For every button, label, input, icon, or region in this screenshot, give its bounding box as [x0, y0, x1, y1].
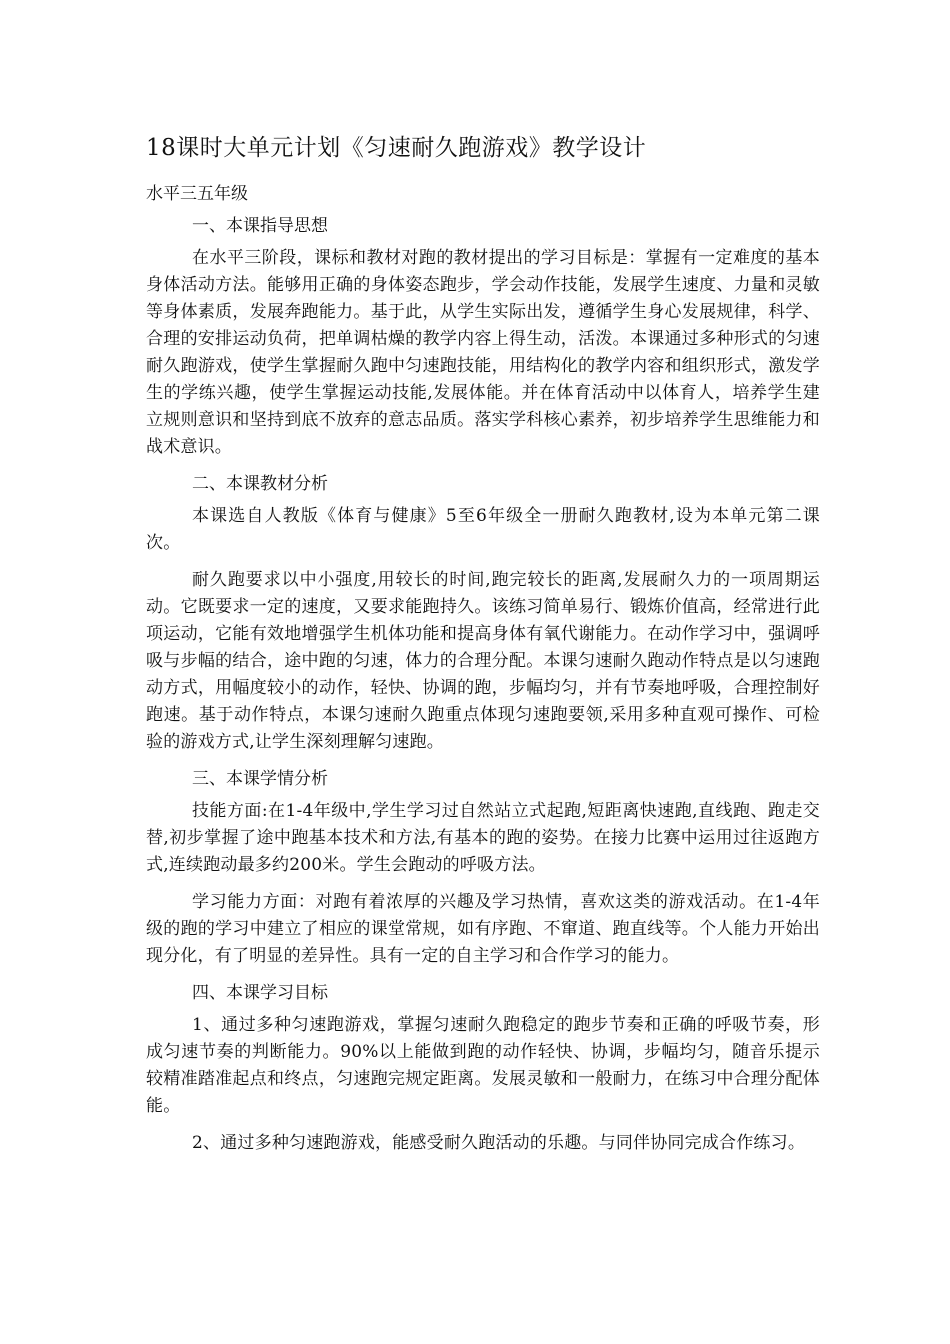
paragraph: 耐久跑要求以中小强度,用较长的时间,跑完较长的距离,发展耐久力的一项周期运动。它既要求一定的速度，又要求能跑持久。该练习简单易行、锻炼价值高，经常进行此项运动，它能有效地增强学生机体功能和提高身体有氧代谢能力。在动作学习中，强调呼吸与步幅的结合，途中跑的匀速，体力的合理分配。本课匀速耐久跑动作特点是以匀速跑动方式，用幅度较小的动作，轻快、协调的跑，步幅均匀，并有节奏地呼吸，合理控制好跑速。基于动作特点，本课匀速耐久跑重点体现匀速跑要领,采用多种直观可操作、可检验的游戏方式,让学生深刻理解匀速跑。	[146, 570, 820, 752]
document-title: 18课时大单元计划《匀速耐久跑游戏》教学设计	[146, 135, 647, 161]
section-student-analysis	[146, 766, 820, 970]
section-material-analysis	[146, 471, 820, 756]
section-heading: 一、本课指导思想	[192, 216, 328, 236]
section-heading: 二、本课教材分析	[192, 474, 328, 494]
paragraph: 技能方面:在1-4年级中,学生学习过自然站立式起跑,短距离快速跑,直线跑、跑走交替,初步掌握了途中跑基本技术和方法,有基本的跑的姿势。在接力比赛中运用过往返跑方式,连续跑动最多约200米。学生会跑动的呼吸方法。	[146, 801, 820, 875]
paragraph: 1、通过多种匀速跑游戏，掌握匀速耐久跑稳定的跑步节奏和正确的呼吸节奏，形成匀速节奏的判断能力。90%以上能做到跑的动作轻快、协调，步幅均匀，随音乐提示较精准踏准起点和终点，匀速跑完规定距离。发展灵敏和一般耐力，在练习中合理分配体能。	[146, 1015, 820, 1116]
section-heading: 四、本课学习目标	[192, 983, 328, 1003]
section-heading: 三、本课学情分析	[192, 769, 328, 789]
section-learning-objectives	[146, 980, 820, 1157]
paragraph: 本课选自人教版《体育与健康》5至6年级全一册耐久跑教材,设为本单元第二课次。	[146, 506, 820, 553]
section-guiding-ideology	[146, 213, 820, 461]
paragraph: 在水平三阶段，课标和教材对跑的教材提出的学习目标是：掌握有一定难度的基本身体活动方法。能够用正确的身体姿态跑步，学会动作技能，发展学生速度、力量和灵敏等身体素质，发展奔跑能力。基于此，从学生实际出发，遵循学生身心发展规律，科学、合理的安排运动负荷，把单调枯燥的教学内容上得生动，活泼。本课通过多种形式的匀速耐久跑游戏，使学生掌握耐久跑中匀速跑技能，用结构化的教学内容和组织形式，激发学生的学练兴趣，使学生掌握运动技能,发展体能。并在体育活动中以体育人，培养学生建立规则意识和坚持到底不放弃的意志品质。落实学科核心素养，初步培养学生思维能力和战术意识。	[146, 248, 820, 457]
paragraph: 2、通过多种匀速跑游戏，能感受耐久跑活动的乐趣。与同伴协同完成合作练习。	[192, 1133, 806, 1153]
grade-level: 水平三五年级	[146, 184, 248, 204]
paragraph: 学习能力方面：对跑有着浓厚的兴趣及学习热情，喜欢这类的游戏活动。在1-4年级的跑的学习中建立了相应的课堂常规，如有序跑、不窜道、跑直线等。个人能力开始出现分化，有了明显的差异性。具有一定的自主学习和合作学习的能力。	[146, 892, 820, 966]
